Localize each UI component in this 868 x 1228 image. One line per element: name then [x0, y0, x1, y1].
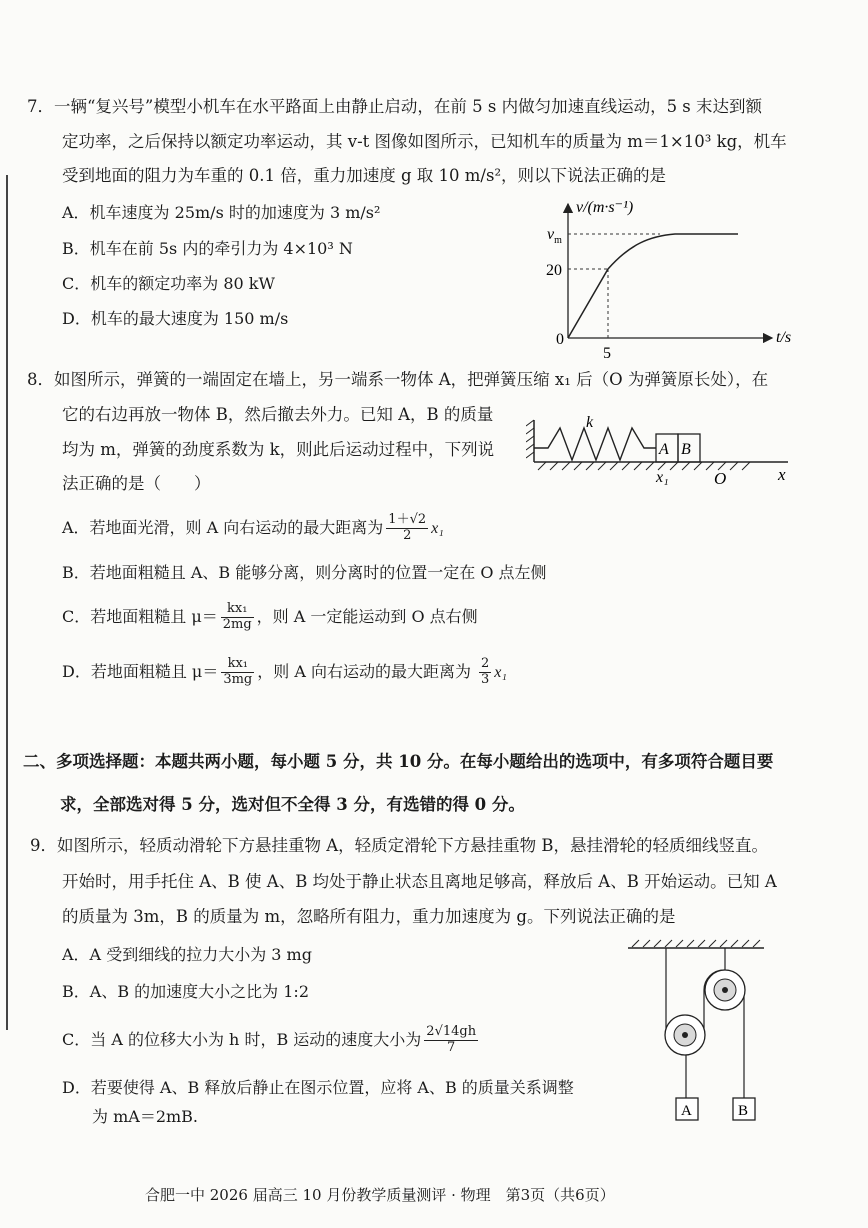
q8-option-a-var: x₁ [431, 520, 444, 537]
q8-spring [534, 428, 656, 460]
q8-option-c-tail: ，则 A 一定能运动到 O 点右侧 [256, 607, 478, 626]
q8-d-numerator: kx₁ [221, 657, 254, 673]
q8-option-d-fraction2 [479, 657, 491, 688]
q9-option-d-line2[interactable]: 为 mA＝2mB. [92, 1107, 199, 1126]
q9-option-c[interactable] [62, 1020, 481, 1060]
q7-graph-ylabel: v/(m·s⁻¹) [576, 199, 634, 216]
q8-spring-figure [526, 412, 816, 492]
binding-line [6, 175, 8, 1030]
q8-label-a: A [659, 441, 669, 458]
q7-stem-line1: 7．一辆“复兴号”模型小机车在水平路面上由静止启动，在前 5 s 内做匀加速直线运动，5 s 末达到额 [27, 97, 763, 116]
q8-option-d-var: x₁ [494, 664, 507, 681]
q9-stem-line1: 9．如图所示，轻质动滑轮下方悬挂重物 A，轻质定滑轮下方悬挂重物 B，悬挂滑轮的轻质细线竖直。 [30, 836, 769, 855]
q7-stem-line3: 受到地面的阻力为车重的 0.1 倍，重力加速度 g 取 10 m/s²，则以下说法正确的是 [62, 166, 667, 185]
q8-option-d-mid: ，则 A 向右运动的最大距离为 [257, 662, 471, 681]
q8-option-a-fraction [386, 513, 428, 544]
q8-option-d[interactable] [62, 652, 507, 693]
q8-d-denominator: 3mg [223, 672, 253, 687]
q9-option-b[interactable]: B．A、B 的加速度大小之比为 1:2 [62, 982, 309, 1001]
q8-label-b: B [681, 441, 691, 458]
q9-c-denominator: 7 [447, 1040, 456, 1055]
q7-graph-origin: 0 [556, 331, 564, 348]
q9-label-b: B [738, 1103, 749, 1119]
q9-option-d-line1[interactable]: D．若要使得 A、B 释放后静止在图示位置，应将 A、B 的质量关系调整 [62, 1078, 574, 1097]
q9-option-c-text: C．当 A 的位移大小为 h 时，B 运动的速度大小为 [62, 1030, 422, 1049]
q8-stem-line4: 法正确的是（ ） [62, 474, 211, 493]
q8-label-o: O [714, 469, 727, 488]
q8-option-c[interactable] [62, 597, 478, 637]
section-2-line1: 二、多项选择题：本题共两小题，每小题 5 分，共 10 分。在每小题给出的选项中，有多项符合题目要 [23, 752, 774, 771]
q8-c-numerator: kx₁ [221, 602, 254, 618]
q8-label-x: x [778, 465, 786, 484]
q7-option-d[interactable]: D．机车的最大速度为 150 m/s [62, 309, 289, 328]
q8-option-d-text: D．若地面粗糙且 μ＝ [62, 662, 219, 681]
q7-graph-y-tick: 20 [546, 262, 562, 279]
page-footer: 合肥一中 2026 届高三 10 月份教学质量测评 · 物理 第3页（共6页） [145, 1186, 615, 1204]
q7-option-b[interactable]: B．机车在前 5s 内的牵引力为 4×10³ N [62, 239, 353, 258]
q8-option-d-fraction [221, 657, 254, 688]
q8-stem-line2: 它的右边再放一物体 B，然后撤去外力。已知 A，B 的质量 [62, 405, 494, 424]
q8-option-b[interactable]: B．若地面粗糙且 A、B 能够分离，则分离时的位置一定在 O 点左侧 [62, 563, 547, 582]
q8-c-denominator: 2mg [222, 617, 252, 632]
q8-label-k: k [586, 414, 594, 431]
q9-option-a[interactable]: A．A 受到细线的拉力大小为 3 mg [62, 945, 312, 964]
q9-stem-line3: 的质量为 3m，B 的质量为 m，忽略所有阻力，重力加速度为 g。下列说法正确的是 [62, 907, 676, 926]
q7-graph-xlabel: t/s [776, 329, 792, 346]
q7-option-a[interactable]: A．机车速度为 25m/s 时的加速度为 3 m/s² [62, 203, 381, 222]
q8-d2-denominator: 3 [480, 672, 490, 687]
q8-option-a-text: A．若地面光滑，则 A 向右运动的最大距离为 [62, 518, 384, 537]
q7-graph-curve [568, 234, 738, 338]
q8-stem-line1: 8．如图所示，弹簧的一端固定在墙上，另一端系一物体 A，把弹簧压缩 x₁ 后（O 为弹簧原长处），在 [27, 370, 769, 389]
q8-d2-numerator: 2 [480, 656, 490, 672]
q7-stem-line2: 定功率，之后保持以额定功率运动，其 v-t 图像如图所示，已知机车的质量为 m＝1×10³ kg，机车 [62, 132, 787, 151]
q8-a-numerator: 1＋√2 [388, 512, 427, 528]
q9-option-c-fraction [424, 1025, 478, 1056]
q9-c-numerator: 2√14gh [426, 1024, 477, 1040]
q7-graph-x-tick: 5 [603, 345, 611, 362]
q8-option-c-fraction [221, 602, 254, 633]
q8-label-x1: x₁ [656, 469, 669, 486]
q8-stem-line3: 均为 m，弹簧的劲度系数为 k，则此后运动过程中，下列说 [62, 440, 495, 459]
q7-vt-graph [540, 196, 810, 366]
q8-option-a[interactable] [62, 508, 444, 549]
q7-graph-vm-label: $v_m$ [547, 226, 562, 246]
q9-label-a: A [681, 1103, 692, 1119]
q7-option-c[interactable]: C．机车的额定功率为 80 kW [62, 274, 275, 293]
section-2-line2: 求，全部选对得 5 分，选对但不全得 3 分，有选错的得 0 分。 [60, 795, 525, 814]
q8-option-c-text: C．若地面粗糙且 μ＝ [62, 607, 218, 626]
q9-pulley-figure [622, 938, 772, 1128]
q8-a-denominator: 2 [403, 528, 412, 543]
q9-stem-line2: 开始时，用手托住 A、B 使 A、B 均处于静止状态且离地足够高，释放后 A、B 开始运动。已知 A [62, 872, 777, 891]
